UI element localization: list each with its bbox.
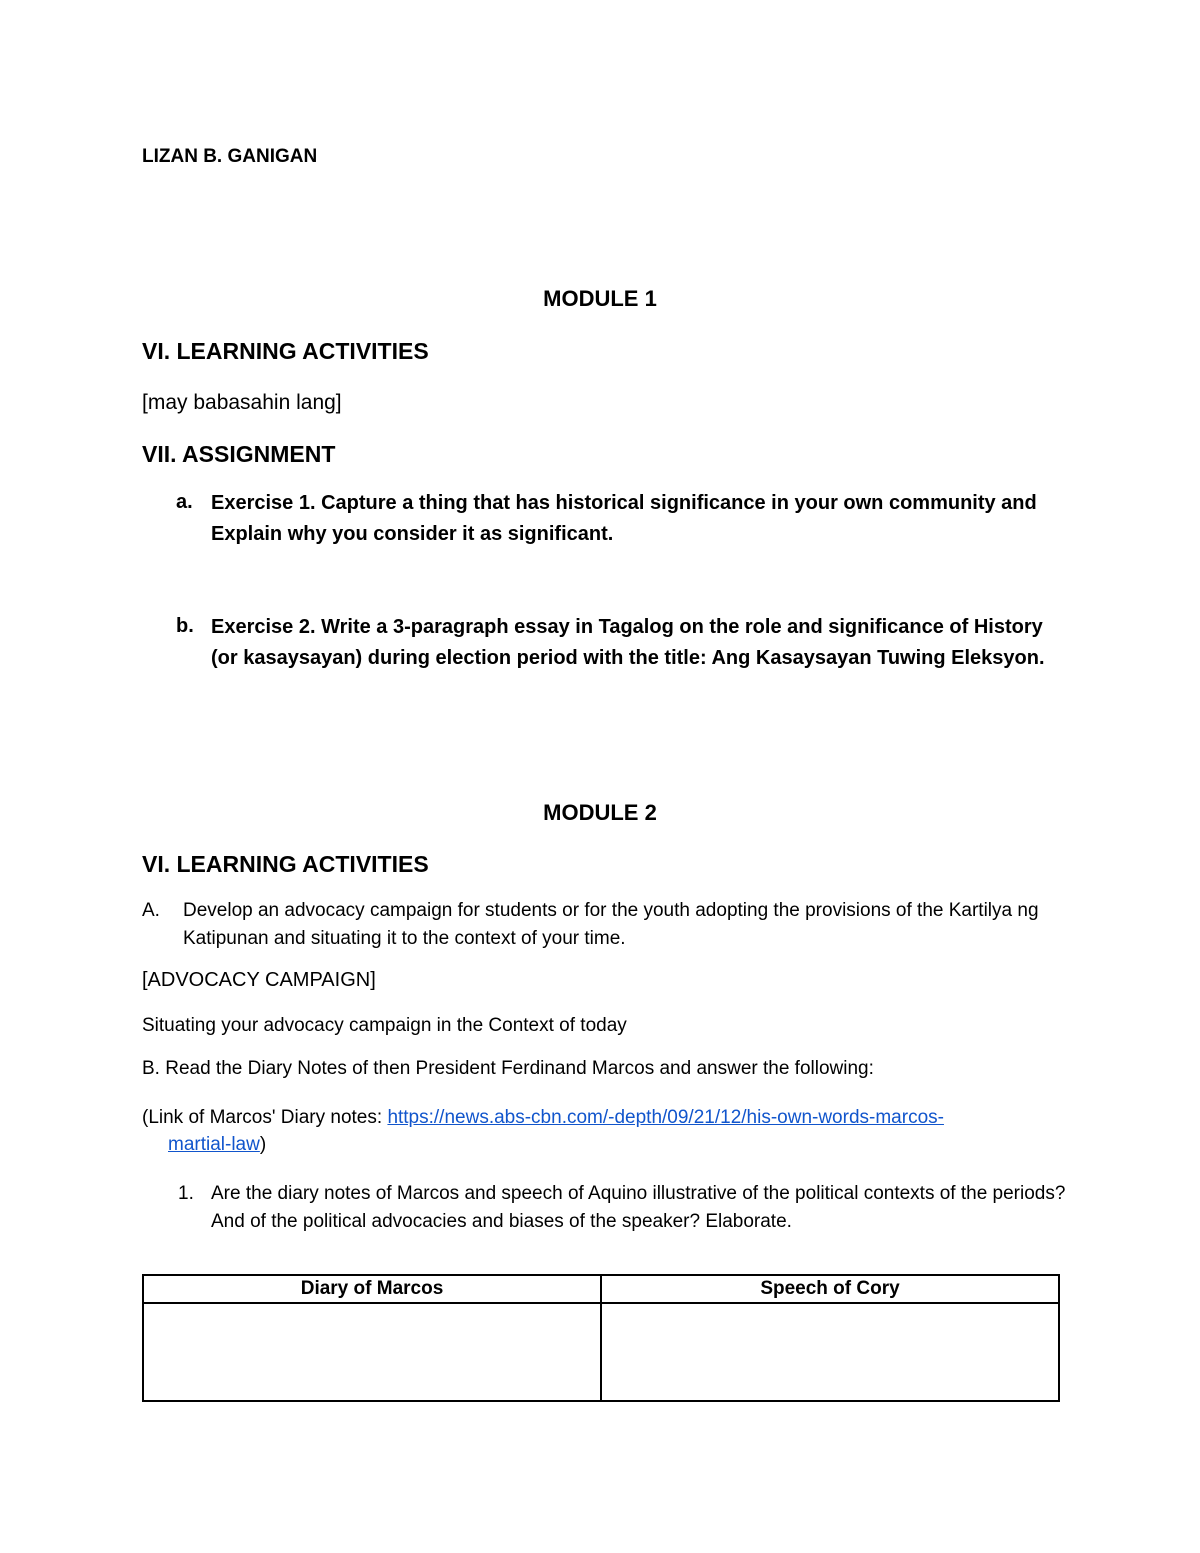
header-speech-of-cory: Speech of Cory — [601, 1275, 1059, 1303]
module-1-title: MODULE 1 — [543, 286, 657, 311]
question-1-text: Are the diary notes of Marcos and speech of Aquino illustrative of the political contexts of the periods? And of the political advocacies and biases of the speaker? Elaborate. — [211, 1183, 1066, 1232]
link-line-1 — [142, 1104, 944, 1132]
diary-notes-link-continued[interactable]: martial-law — [168, 1134, 260, 1155]
cory-answer-cell[interactable] — [601, 1303, 1059, 1401]
module-1-activities-note: [may babasahin lang] — [142, 391, 342, 414]
marcos-answer-cell[interactable] — [143, 1303, 601, 1401]
module-2-activities-heading: VI. LEARNING ACTIVITIES — [142, 851, 429, 877]
item-b-text: B. Read the Diary Notes of then President Ferdinand Marcos and answer the following: — [142, 1058, 874, 1079]
assignment-heading: VII. ASSIGNMENT — [142, 441, 336, 467]
exercise-1-text: Exercise 1. Capture a thing that has historical significance in your own community and Explain why you consider it as significant. — [211, 492, 1037, 545]
question-1-marker: 1. — [178, 1183, 194, 1204]
link-line-2 — [168, 1131, 266, 1159]
exercise-2-text: Exercise 2. Write a 3-paragraph essay in Tagalog on the role and significance of History (or kasaysayan) during election period with the title: Ang Kasaysayan Tuwing Eleksyon. — [211, 616, 1045, 669]
module-1-activities-heading: VI. LEARNING ACTIVITIES — [142, 338, 429, 364]
item-a-marker: A. — [142, 900, 160, 921]
module-2-title: MODULE 2 — [543, 800, 657, 825]
item-a-text: Develop an advocacy campaign for students or for the youth adopting the provisions of the Kartilya ng Katipunan and situating it to the context of your time. — [183, 900, 1039, 949]
exercise-2-marker: b. — [176, 615, 194, 637]
author-name: LIZAN B. GANIGAN — [142, 146, 318, 167]
link-suffix: ) — [259, 1134, 267, 1155]
advocacy-campaign-label: [ADVOCACY CAMPAIGN] — [142, 969, 376, 991]
header-diary-of-marcos: Diary of Marcos — [143, 1275, 601, 1303]
table-header-row — [143, 1275, 1059, 1303]
link-prefix: (Link of Marcos' Diary notes: — [142, 1107, 388, 1128]
exercise-1-marker: a. — [176, 491, 193, 513]
comparison-table — [142, 1274, 1060, 1402]
situating-text: Situating your advocacy campaign in the Context of today — [142, 1015, 627, 1036]
table-row — [143, 1303, 1059, 1401]
diary-notes-link[interactable]: https://news.abs-cbn.com/-depth/09/21/12/his-own-words-marcos- — [387, 1107, 944, 1128]
